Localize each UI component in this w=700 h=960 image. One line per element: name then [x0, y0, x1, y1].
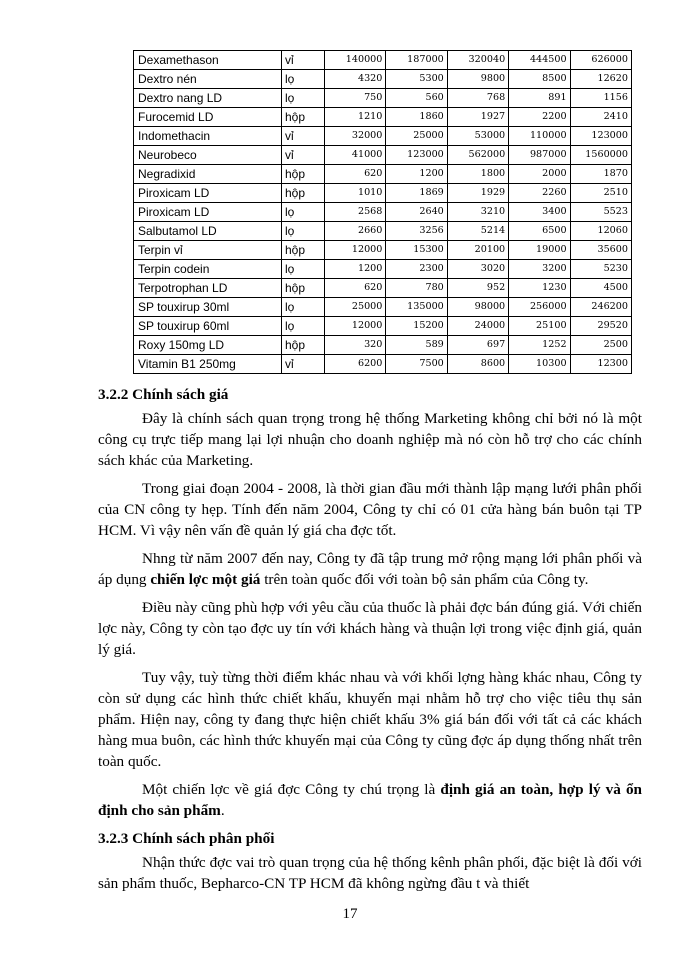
unit-cell: hộp	[282, 241, 325, 260]
value-cell: 952	[447, 279, 508, 298]
drug-name-cell: Terpin codein	[134, 260, 282, 279]
drug-name-cell: Dexamethason	[134, 51, 282, 70]
value-cell: 2660	[325, 222, 386, 241]
table-row	[134, 70, 632, 89]
unit-cell: hộp	[282, 108, 325, 127]
unit-cell: vỉ	[282, 51, 325, 70]
drug-sales-table	[133, 50, 632, 374]
value-cell: 5300	[386, 70, 447, 89]
unit-cell: lọ	[282, 203, 325, 222]
value-cell: 1010	[325, 184, 386, 203]
bold-text: chiến lợc một giá	[150, 571, 261, 588]
value-cell: 15200	[386, 317, 447, 336]
unit-cell: vỉ	[282, 146, 325, 165]
table-row	[134, 184, 632, 203]
table-row	[134, 260, 632, 279]
value-cell: 620	[325, 279, 386, 298]
value-cell: 32000	[325, 127, 386, 146]
text-run: Nhng từ năm 2007 đến nay, Công ty đã tập trung mở rộng mạng lới phân phối và áp dụng	[98, 550, 642, 588]
table-row	[134, 222, 632, 241]
value-cell: 3020	[447, 260, 508, 279]
unit-cell: vỉ	[282, 127, 325, 146]
value-cell: 1929	[447, 184, 508, 203]
value-cell: 3256	[386, 222, 447, 241]
paragraph: Nhận thức đợc vai trò quan trọng của hệ thống kênh phân phối, đặc biệt là đối với sản phẩm thuốc, Bepharco-CN TP HCM đã không ngừng đầu t và thiết	[98, 854, 642, 892]
text-run: trên toàn quốc đối với toàn bộ sản phẩm của Công ty.	[260, 571, 589, 588]
paragraph	[98, 548, 642, 590]
value-cell: 626000	[570, 51, 631, 70]
value-cell: 12000	[325, 317, 386, 336]
value-cell: 1927	[447, 108, 508, 127]
value-cell: 3400	[509, 203, 570, 222]
unit-cell: lọ	[282, 298, 325, 317]
value-cell: 987000	[509, 146, 570, 165]
value-cell: 187000	[386, 51, 447, 70]
value-cell: 53000	[447, 127, 508, 146]
value-cell: 256000	[509, 298, 570, 317]
value-cell: 1210	[325, 108, 386, 127]
section-heading-pricing: 3.2.2 Chính sách giá	[98, 386, 229, 403]
table-row	[134, 317, 632, 336]
value-cell: 4500	[570, 279, 631, 298]
section-heading-distribution: 3.2.3 Chính sách phân phối	[98, 830, 275, 847]
drug-name-cell: Roxy 150mg LD	[134, 336, 282, 355]
drug-name-cell: Neurobeco	[134, 146, 282, 165]
unit-cell: hộp	[282, 165, 325, 184]
value-cell: 320040	[447, 51, 508, 70]
value-cell: 10300	[509, 355, 570, 374]
drug-name-cell: Piroxicam LD	[134, 184, 282, 203]
value-cell: 750	[325, 89, 386, 108]
drug-name-cell: Terpin vỉ	[134, 241, 282, 260]
value-cell: 6500	[509, 222, 570, 241]
value-cell: 6200	[325, 355, 386, 374]
value-cell: 2000	[509, 165, 570, 184]
value-cell: 3210	[447, 203, 508, 222]
value-cell: 1230	[509, 279, 570, 298]
value-cell: 2500	[570, 336, 631, 355]
value-cell: 780	[386, 279, 447, 298]
text-run: Một chiến lợc về giá đợc Công ty chú trọng là	[142, 781, 441, 798]
value-cell: 5214	[447, 222, 508, 241]
value-cell: 140000	[325, 51, 386, 70]
drug-name-cell: Negradixid	[134, 165, 282, 184]
value-cell: 15300	[386, 241, 447, 260]
value-cell: 4320	[325, 70, 386, 89]
table-row	[134, 241, 632, 260]
value-cell: 1156	[570, 89, 631, 108]
value-cell: 123000	[386, 146, 447, 165]
drug-name-cell: Indomethacin	[134, 127, 282, 146]
value-cell: 1800	[447, 165, 508, 184]
value-cell: 1860	[386, 108, 447, 127]
value-cell: 444500	[509, 51, 570, 70]
paragraph: Đây là chính sách quan trọng trong hệ thống Marketing không chỉ bởi nó là một công cụ trực tiếp mang lại lợi nhuận cho doanh nghiệp mà nó còn hỗ trợ cho các chính sách khác của Marketing.	[98, 410, 642, 469]
value-cell: 1869	[386, 184, 447, 203]
drug-name-cell: Dextro nang LD	[134, 89, 282, 108]
value-cell: 25100	[509, 317, 570, 336]
value-cell: 1200	[386, 165, 447, 184]
value-cell: 2260	[509, 184, 570, 203]
value-cell: 25000	[325, 298, 386, 317]
value-cell: 560	[386, 89, 447, 108]
unit-cell: lọ	[282, 70, 325, 89]
value-cell: 20100	[447, 241, 508, 260]
value-cell: 12620	[570, 70, 631, 89]
value-cell: 123000	[570, 127, 631, 146]
value-cell: 110000	[509, 127, 570, 146]
table-row	[134, 336, 632, 355]
drug-name-cell: Furocemid LD	[134, 108, 282, 127]
value-cell: 35600	[570, 241, 631, 260]
value-cell: 5230	[570, 260, 631, 279]
value-cell: 768	[447, 89, 508, 108]
table-row	[134, 108, 632, 127]
paragraph	[98, 779, 642, 821]
table-row	[134, 89, 632, 108]
value-cell: 2410	[570, 108, 631, 127]
value-cell: 697	[447, 336, 508, 355]
drug-name-cell: Vitamin B1 250mg	[134, 355, 282, 374]
page-content	[98, 384, 642, 901]
value-cell: 246200	[570, 298, 631, 317]
unit-cell: hộp	[282, 279, 325, 298]
value-cell: 5523	[570, 203, 631, 222]
value-cell: 320	[325, 336, 386, 355]
table-body	[134, 51, 632, 374]
table-row	[134, 146, 632, 165]
value-cell: 2510	[570, 184, 631, 203]
value-cell: 24000	[447, 317, 508, 336]
drug-name-cell: Piroxicam LD	[134, 203, 282, 222]
drug-name-cell: Salbutamol LD	[134, 222, 282, 241]
value-cell: 29520	[570, 317, 631, 336]
value-cell: 1252	[509, 336, 570, 355]
value-cell: 562000	[447, 146, 508, 165]
value-cell: 620	[325, 165, 386, 184]
value-cell: 41000	[325, 146, 386, 165]
unit-cell: lọ	[282, 317, 325, 336]
unit-cell: lọ	[282, 260, 325, 279]
unit-cell: lọ	[282, 222, 325, 241]
value-cell: 8600	[447, 355, 508, 374]
unit-cell: hộp	[282, 184, 325, 203]
value-cell: 19000	[509, 241, 570, 260]
table-row	[134, 51, 632, 70]
value-cell: 8500	[509, 70, 570, 89]
table-row	[134, 165, 632, 184]
page-number: 17	[342, 906, 358, 922]
value-cell: 1560000	[570, 146, 631, 165]
paragraph: Trong giai đoạn 2004 - 2008, là thời gian đầu mới thành lập mạng lưới phân phối của CN công ty hẹp. Tính đến năm 2004, Công ty chỉ có 01 cửa hàng bán buôn tại TP HCM. Vì vậy nên vấn đề quản lý giá cha đợc tốt.	[98, 480, 642, 539]
unit-cell: hộp	[282, 336, 325, 355]
value-cell: 12000	[325, 241, 386, 260]
value-cell: 1200	[325, 260, 386, 279]
value-cell: 98000	[447, 298, 508, 317]
value-cell: 2640	[386, 203, 447, 222]
value-cell: 12300	[570, 355, 631, 374]
value-cell: 2200	[509, 108, 570, 127]
value-cell: 7500	[386, 355, 447, 374]
table-row	[134, 279, 632, 298]
table-row	[134, 298, 632, 317]
unit-cell: lọ	[282, 89, 325, 108]
value-cell: 3200	[509, 260, 570, 279]
text-run: .	[220, 802, 225, 819]
value-cell: 135000	[386, 298, 447, 317]
paragraph: Điều này cũng phù hợp với yêu cầu của thuốc là phải đợc bán đúng giá. Với chiến lợc này, Công ty còn tạo đợc uy tín với khách hàng và thuận lợi trong việc định giá, quản lý giá.	[98, 599, 642, 658]
value-cell: 2568	[325, 203, 386, 222]
drug-name-cell: Terpotrophan LD	[134, 279, 282, 298]
unit-cell: vỉ	[282, 355, 325, 374]
value-cell: 25000	[386, 127, 447, 146]
value-cell: 9800	[447, 70, 508, 89]
value-cell: 2300	[386, 260, 447, 279]
value-cell: 891	[509, 89, 570, 108]
value-cell: 1870	[570, 165, 631, 184]
value-cell: 12060	[570, 222, 631, 241]
table-row	[134, 355, 632, 374]
drug-name-cell: Dextro nén	[134, 70, 282, 89]
value-cell: 589	[386, 336, 447, 355]
table-row	[134, 203, 632, 222]
drug-name-cell: SP touxirup 60ml	[134, 317, 282, 336]
table-row	[134, 127, 632, 146]
drug-name-cell: SP touxirup 30ml	[134, 298, 282, 317]
bold-text: định giá an toàn, hợp lý và ổn định cho sản phẩm	[98, 781, 643, 819]
paragraph: Tuy vậy, tuỳ từng thời điểm khác nhau và với khối lợng hàng khác nhau, Công ty còn sử dụng các hình thức chiết khấu, khuyến mại nhằm hỗ trợ cho việc tiêu thụ sản phẩm. Hiện nay, công ty đang thực hiện chiết khấu 3% giá bán đối với tất cả các khách hàng mua buôn, các hình thức khuyến mại của Công ty cũng đợc áp dụng thống nhất trên toàn quốc.	[98, 669, 642, 770]
